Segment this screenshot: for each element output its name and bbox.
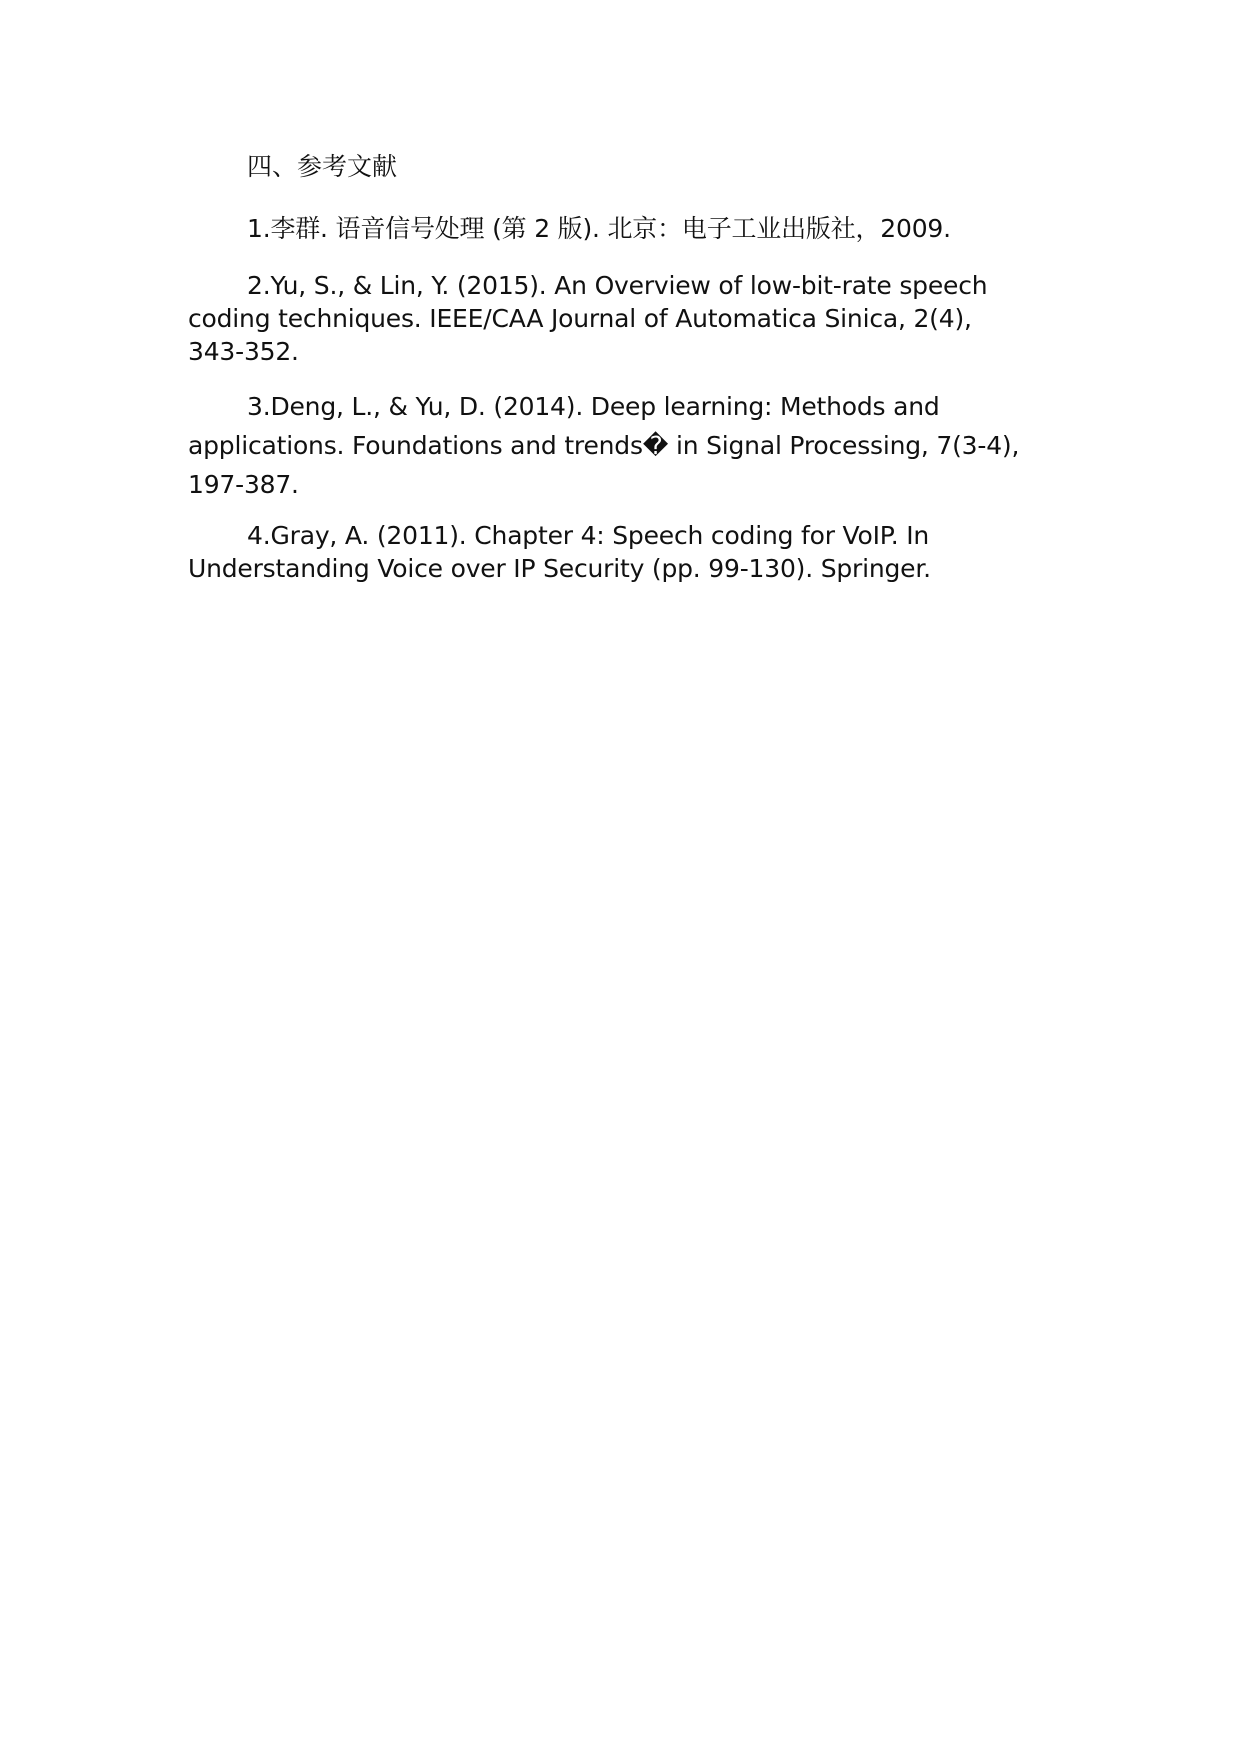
section-heading: 四、参考文献 bbox=[247, 152, 398, 181]
reference-item-2: 2.Yu, S., & Lin, Y. (2015). An Overview of low-bit-rate speech coding techniques. IEEE/CAA Journal of Automatica Sinica, 2(4), 343-352. bbox=[188, 271, 988, 366]
references-section bbox=[188, 150, 1028, 604]
reference-item-1: 1.李群. 语音信号处理 (第 2 版). 北京：电子工业出版社，2009. bbox=[247, 214, 951, 243]
reference-item-3: 3.Deng, L., & Yu, D. (2014). Deep learning: Methods and applications. Foundations and trends� in Signal Processing, 7(3-4), 197-387. bbox=[188, 392, 1020, 499]
reference-item-4: 4.Gray, A. (2011). Chapter 4: Speech coding for VoIP. In Understanding Voice over IP Security (pp. 99-130). Springer. bbox=[188, 521, 931, 583]
